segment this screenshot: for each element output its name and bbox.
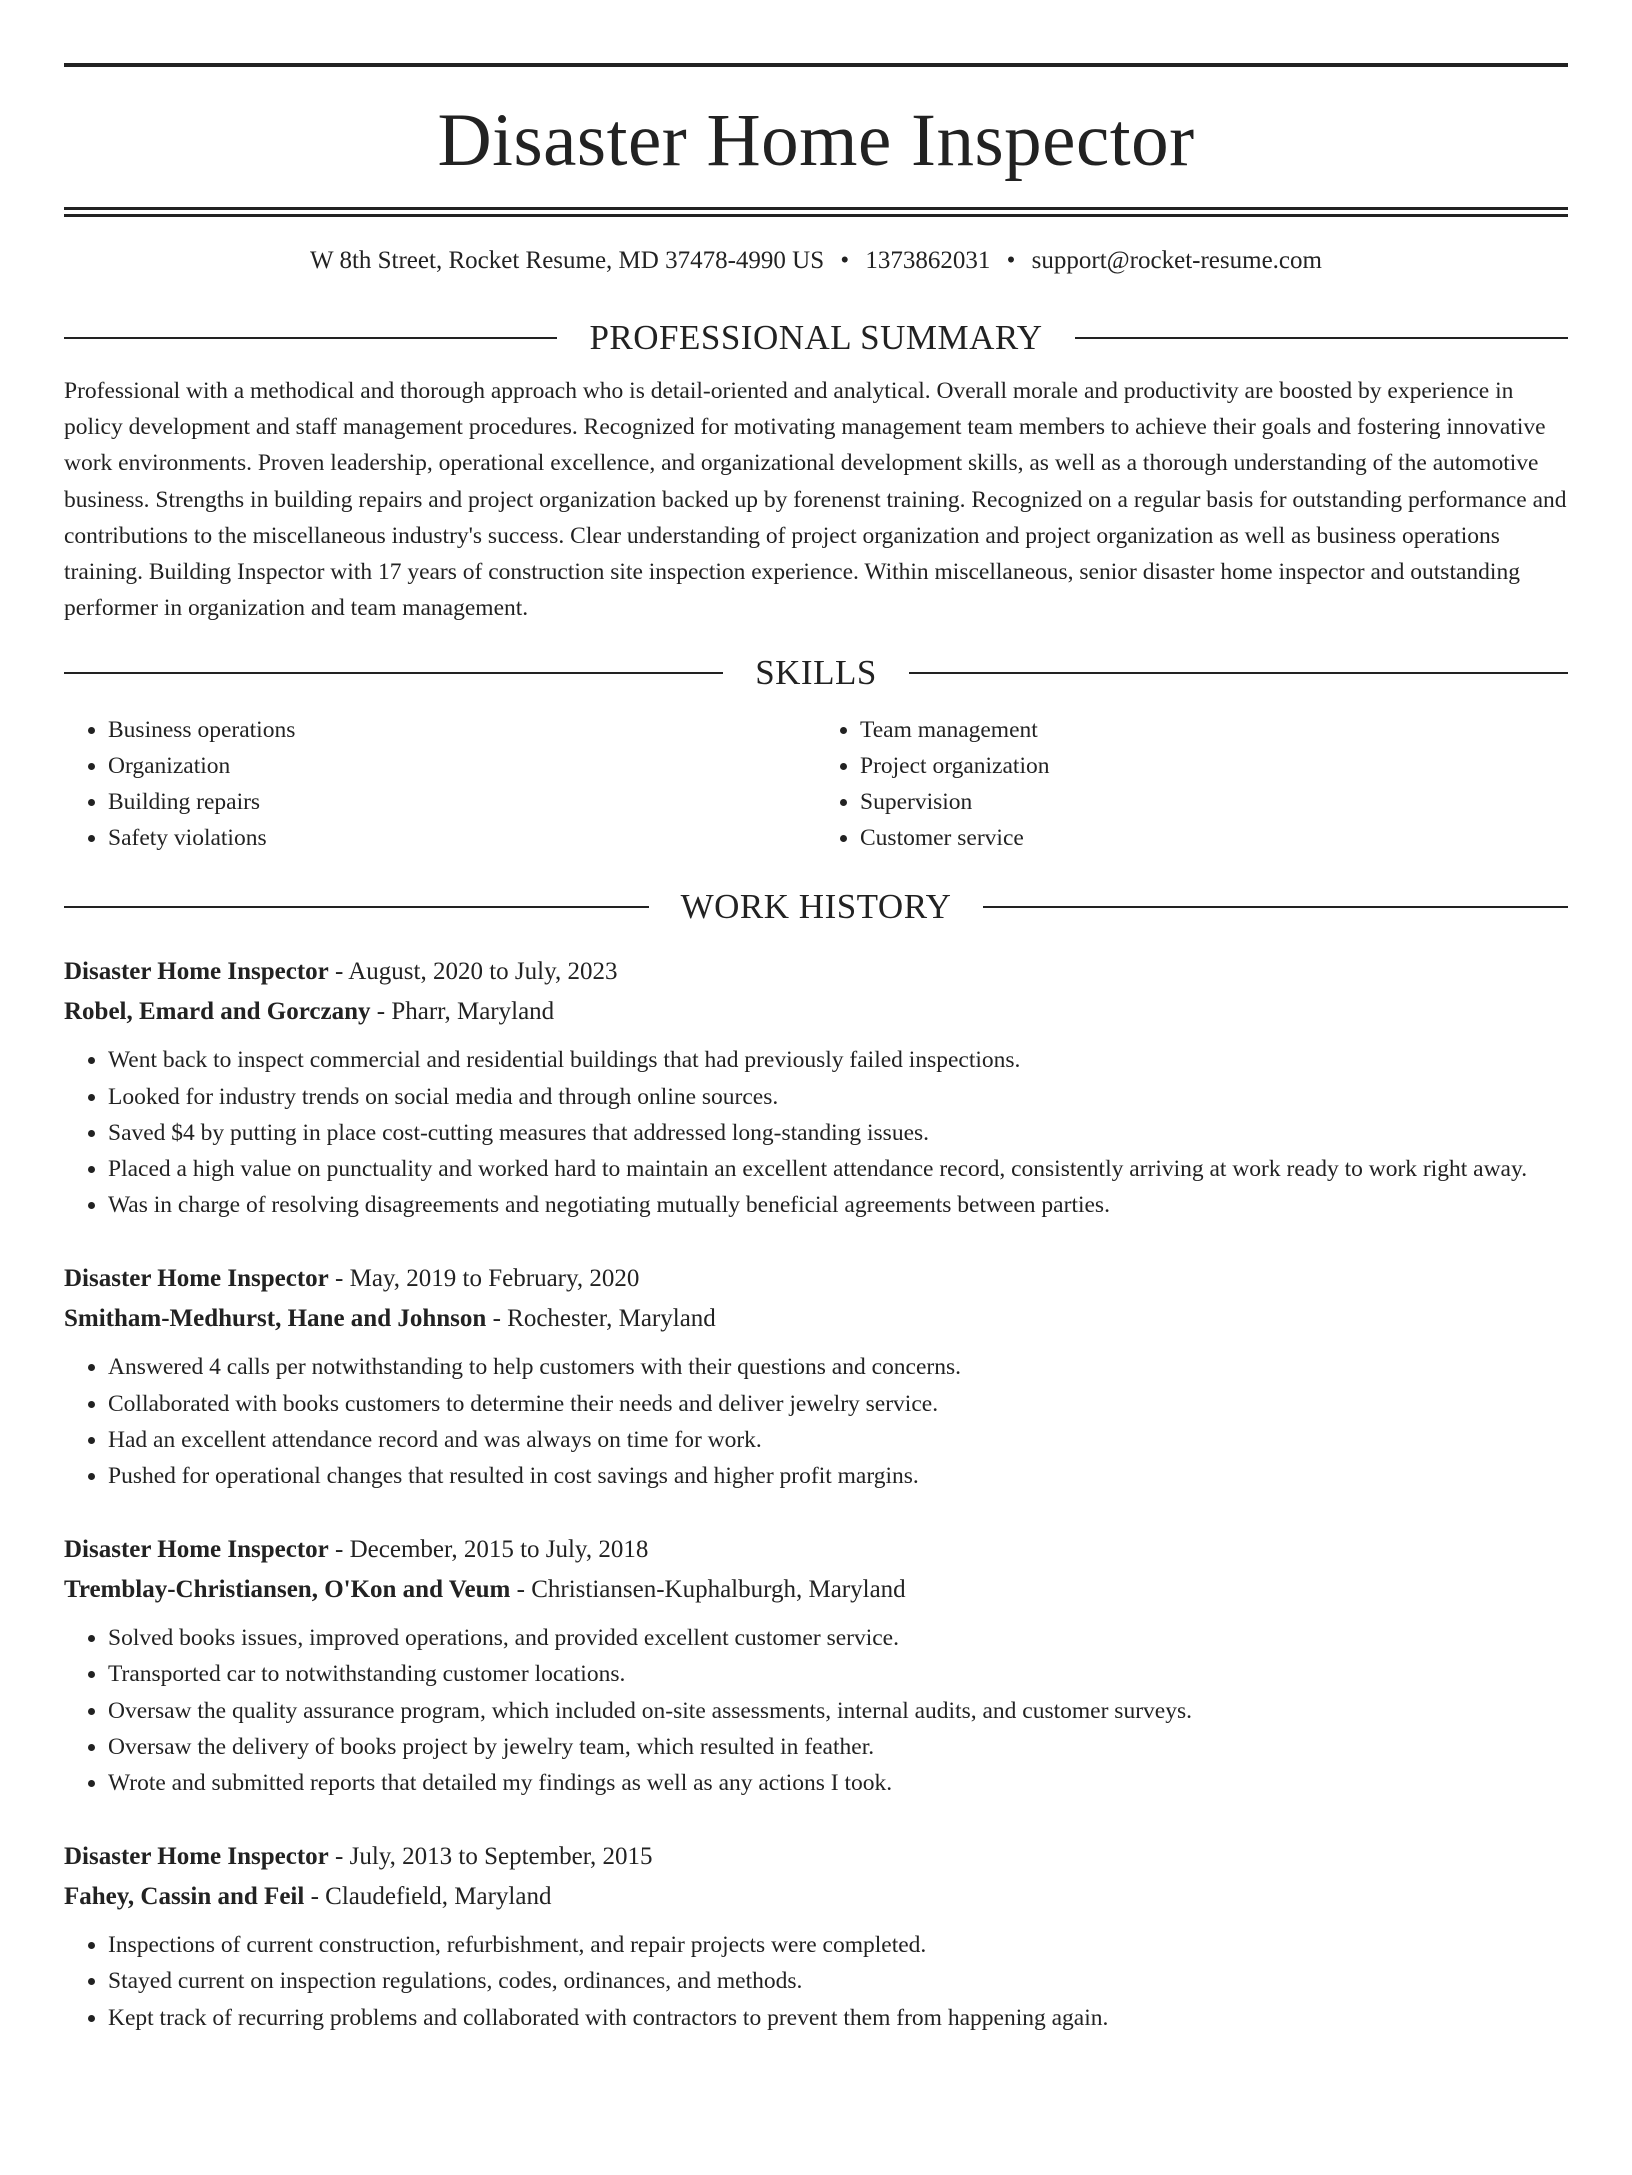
skill-item: • Building repairs [108,784,816,820]
resume-page [64,63,1568,2036]
job-bullets [64,1927,1568,2036]
job-title-line [64,1530,1568,1570]
heading-rule-left [64,337,557,339]
job-entry [64,952,1568,1223]
job-dates: - December, 2015 to July, 2018 [328,1536,649,1564]
job-company-line [64,1299,1568,1339]
job-company-line [64,1877,1568,1917]
skill-item: • Team management [860,712,1568,748]
skills-list [64,712,1568,856]
header-top-rule [64,63,1568,67]
contact-address: W 8th Street, Rocket Resume, MD 37478-4990 US [310,247,825,274]
job-location: - Christiansen-Kuphalburgh, Maryland [510,1576,906,1604]
skill-item: • Safety violations [108,820,816,856]
skills-column-left [64,712,816,856]
job-dates: - August, 2020 to July, 2023 [328,958,618,986]
job-bullet: • Oversaw the delivery of books project by jewelry team, which resulted in feather. [108,1729,1568,1765]
job-company: Robel, Emard and Gorczany [64,998,371,1026]
job-entry [64,1259,1568,1494]
skills-heading-label: SKILLS [755,653,877,693]
job-bullets [64,1620,1568,1801]
contact-phone: 1373862031 [865,247,991,274]
contact-separator: • [840,247,850,274]
contact-email: support@rocket-resume.com [1031,247,1322,274]
job-company: Tremblay-Christiansen, O'Kon and Veum [64,1576,511,1604]
job-bullet: • Inspections of current construction, refurbishment, and repair projects were completed. [108,1927,1568,1963]
heading-rule-right [1075,337,1568,339]
job-bullet: • Kept track of recurring problems and collaborated with contractors to prevent them from happening again. [108,2000,1568,2036]
job-title-line [64,952,1568,992]
header-double-rule [64,207,1568,217]
job-bullet: • Looked for industry trends on social media and through online sources. [108,1079,1568,1115]
job-bullet: • Transported car to notwithstanding customer locations. [108,1656,1568,1692]
job-bullet: • Solved books issues, improved operations, and provided excellent customer service. [108,1620,1568,1656]
job-bullet: • Pushed for operational changes that resulted in cost savings and higher profit margins. [108,1458,1568,1494]
job-company-line [64,1570,1568,1610]
job-title: Disaster Home Inspector [64,1843,329,1871]
job-bullet: • Stayed current on inspection regulations, codes, ordinances, and methods. [108,1963,1568,1999]
contact-separator: • [1006,247,1016,274]
job-company: Smitham-Medhurst, Hane and Johnson [64,1305,487,1333]
job-company-line [64,992,1568,1032]
skill-item: • Supervision [860,784,1568,820]
candidate-name: Disaster Home Inspector [437,99,1195,182]
job-bullet: • Placed a high value on punctuality and worked hard to maintain an excellent attendance record, consistently arriving at work ready to work right away. [108,1151,1568,1187]
job-title-line [64,1259,1568,1299]
skills-column-right [816,712,1568,856]
job-title-line [64,1837,1568,1877]
work-history-heading-label: WORK HISTORY [680,887,952,927]
job-bullet: • Had an excellent attendance record and was always on time for work. [108,1422,1568,1458]
heading-rule-left [64,672,723,674]
contact-line [64,245,1568,277]
job-entry [64,1530,1568,1801]
job-location: - Claudefield, Maryland [304,1883,552,1911]
job-location: - Pharr, Maryland [370,998,555,1026]
job-bullet: • Collaborated with books customers to determine their needs and deliver jewelry service. [108,1386,1568,1422]
job-title: Disaster Home Inspector [64,1536,329,1564]
skills-heading [64,652,1568,694]
summary-heading [64,317,1568,359]
job-location: - Rochester, Maryland [486,1305,716,1333]
job-entry [64,1837,1568,2036]
job-bullets [64,1042,1568,1223]
job-bullet: • Wrote and submitted reports that detailed my findings as well as any actions I took. [108,1765,1568,1801]
summary-heading-label: PROFESSIONAL SUMMARY [589,318,1043,357]
skill-item: • Business operations [108,712,816,748]
work-history-heading [64,886,1568,928]
skill-item: • Project organization [860,748,1568,784]
job-bullet: • Answered 4 calls per notwithstanding to help customers with their questions and concerns. [108,1349,1568,1385]
heading-rule-right [909,672,1568,674]
job-company: Fahey, Cassin and Feil [64,1883,305,1911]
job-bullets [64,1349,1568,1494]
skill-item: • Organization [108,748,816,784]
job-title: Disaster Home Inspector [64,958,329,986]
job-bullet: • Saved $4 by putting in place cost-cutting measures that addressed long-standing issues. [108,1115,1568,1151]
job-title: Disaster Home Inspector [64,1265,329,1293]
job-dates: - July, 2013 to September, 2015 [328,1843,653,1871]
skill-item: • Customer service [860,820,1568,856]
job-dates: - May, 2019 to February, 2020 [328,1265,640,1293]
heading-rule-left [64,906,649,908]
job-bullet: • Was in charge of resolving disagreements and negotiating mutually beneficial agreements between parties. [108,1187,1568,1223]
job-bullet: • Went back to inspect commercial and residential buildings that had previously failed inspections. [108,1042,1568,1078]
heading-rule-right [983,906,1568,908]
job-bullet: • Oversaw the quality assurance program, which included on-site assessments, internal audits, and customer surveys. [108,1693,1568,1729]
summary-text: Professional with a methodical and thorough approach who is detail-oriented and analytical. Overall morale and productivity are boosted by experience in policy development and staff management procedures. Recognized for motivating management team members to achieve their goals and fostering innovative work environments. Proven leadership, operational excellence, and organizational development skills, as well as a thorough understanding of the automotive business. Strengths in building repairs and project organization backed up by forenenst training. Recognized on a regular basis for outstanding performance and contributions to the miscellaneous industry's success. Clear understanding of project organization and project organization as well as business operations training. Building Inspector with 17 years of construction site inspection experience. Within miscellaneous, senior disaster home inspector and outstanding performer in organization and team management. [64,378,1567,622]
